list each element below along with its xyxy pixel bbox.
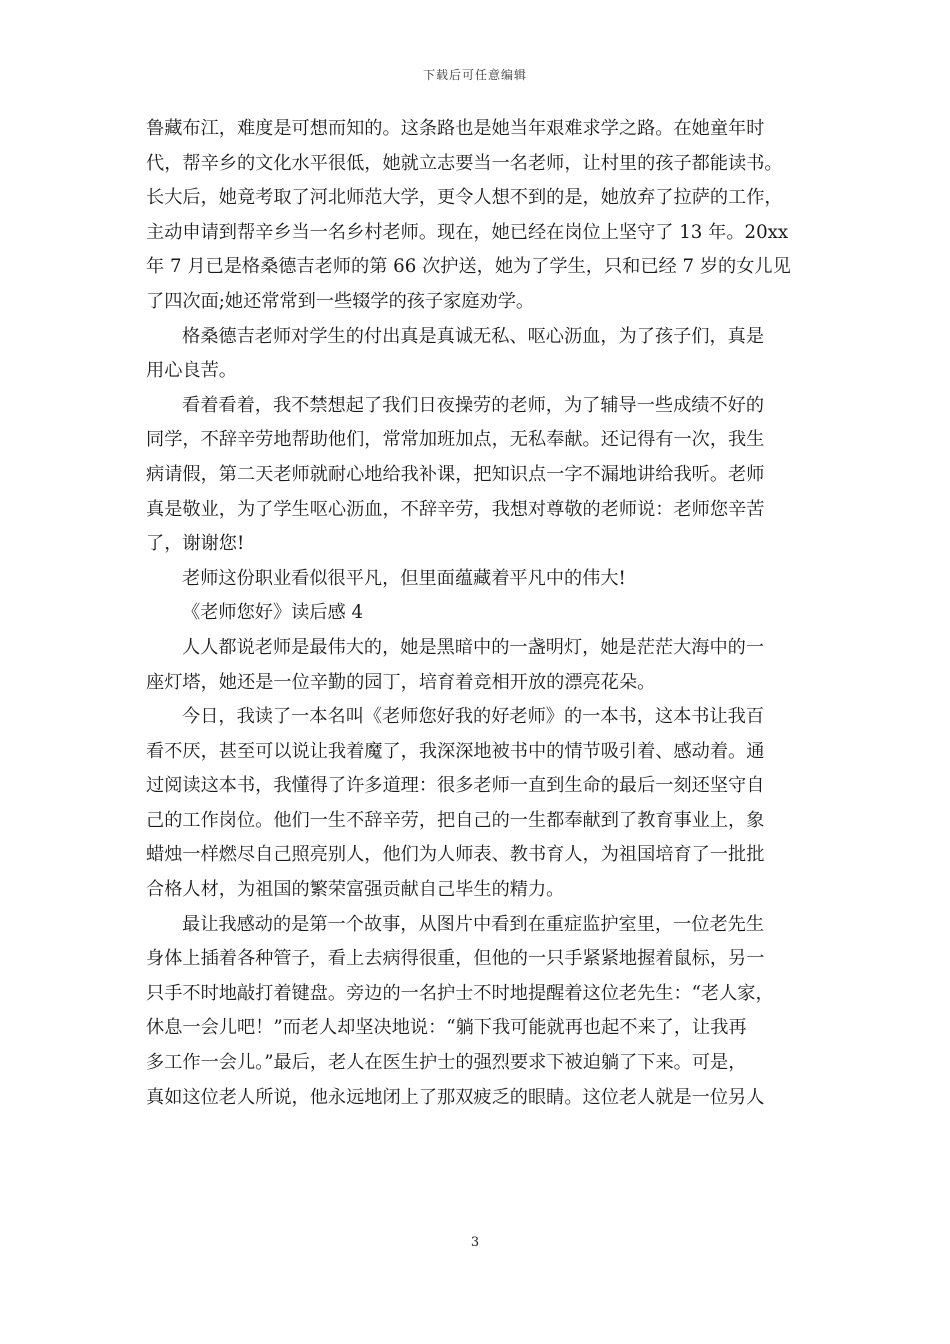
text-line: 多工作一会儿。”最后，老人在医生护士的强烈要求下被迫躺了下来。可是， <box>146 1052 747 1074</box>
text-line: 只手不时地敲打着键盘。旁边的一名护士不时地提醒着这位老先生：“老人家， <box>146 982 774 1004</box>
text-line: 己的工作岗位。他们一生不辞辛劳，把自己的一生都奉献到了教育事业上，象 <box>146 809 765 831</box>
text-line: 《老师您好》读后感 4 <box>182 602 364 624</box>
text-line: 过阅读这本书，我懂得了许多道理：很多老师一直到生命的最后一刻还坚守自 <box>146 775 765 797</box>
text-line: 同学，不辞辛劳地帮助他们，常常加班加点，无私奉献。还记得有一次，我生 <box>146 429 765 451</box>
text-line: 真是敬业，为了学生呕心沥血，不辞辛劳，我想对尊敬的老师说：老师您辛苦 <box>146 498 765 520</box>
text-line: 年 7 月已是格桑德吉老师的第 66 次护送，她为了学生，只和已经 7 岁的女儿见 <box>146 256 791 278</box>
text-line: 主动申请到帮辛乡当一名乡村老师。现在，她已经在岗位上坚守了 13 年。20xx <box>146 221 789 243</box>
text-line: 看不厌，甚至可以说让我着魔了，我深深地被书中的情节吸引着、感动着。通 <box>146 740 765 762</box>
text-line: 代，帮辛乡的文化水平很低，她就立志要当一名老师，让村里的孩子都能读书。 <box>146 152 783 174</box>
page-number: 3 <box>470 1235 480 1250</box>
text-line: 病请假，第二天老师就耐心地给我补课，把知识点一字不漏地讲给我听。老师 <box>146 463 765 485</box>
text-line: 老师这份职业看似很平凡，但里面蕴藏着平凡中的伟大! <box>182 567 626 589</box>
text-line: 长大后，她竟考取了河北师范大学，更令人想不到的是，她放弃了拉萨的工作， <box>146 187 783 209</box>
page-header: 下载后可任意编辑 <box>422 68 527 82</box>
text-line: 休息一会儿吧！”而老人却坚决地说：“躺下我可能就再也起不来了，让我再 <box>146 1017 747 1039</box>
text-line: 了四次面;她还常常到一些辍学的孩子家庭劝学。 <box>146 290 535 312</box>
text-line: 身体上插着各种管子，看上去病得很重，但他的一只手紧紧地握着鼠标，另一 <box>146 948 765 970</box>
text-line: 鲁藏布江，难度是可想而知的。这条路也是她当年艰难求学之路。在她童年时 <box>146 118 765 139</box>
text-line: 蜡烛一样燃尽自己照亮别人，他们为人师表、教书育人，为祖国培育了一批批 <box>146 844 765 866</box>
text-line: 真如这位老人所说，他永远地闭上了那双疲乏的眼睛。这位老人就是一位另人 <box>146 1086 765 1108</box>
text-line: 最让我感动的是第一个故事，从图片中看到在重症监护室里，一位老先生 <box>182 913 765 935</box>
text-line: 了，谢谢您! <box>146 533 245 555</box>
text-line: 格桑德吉老师对学生的付出真是真诚无私、呕心沥血，为了孩子们，真是 <box>182 325 765 347</box>
text-line: 合格人材，为祖国的繁荣富强贡献自己毕生的精力。 <box>146 879 565 901</box>
text-line: 人人都说老师是最伟大的，她是黑暗中的一盏明灯，她是茫茫大海中的一 <box>182 636 765 658</box>
document-body <box>146 112 808 1115</box>
text-line: 看着看着，我不禁想起了我们日夜操劳的老师，为了辅导一些成绩不好的 <box>182 394 765 416</box>
text-line: 今日，我读了一本名叫《老师您好我的好老师》的一本书，这本书让我百 <box>182 706 765 728</box>
text-line: 座灯塔，她还是一位辛勤的园丁，培育着竞相开放的漂亮花朵。 <box>146 671 656 693</box>
text-line: 用心良苦。 <box>146 360 237 382</box>
